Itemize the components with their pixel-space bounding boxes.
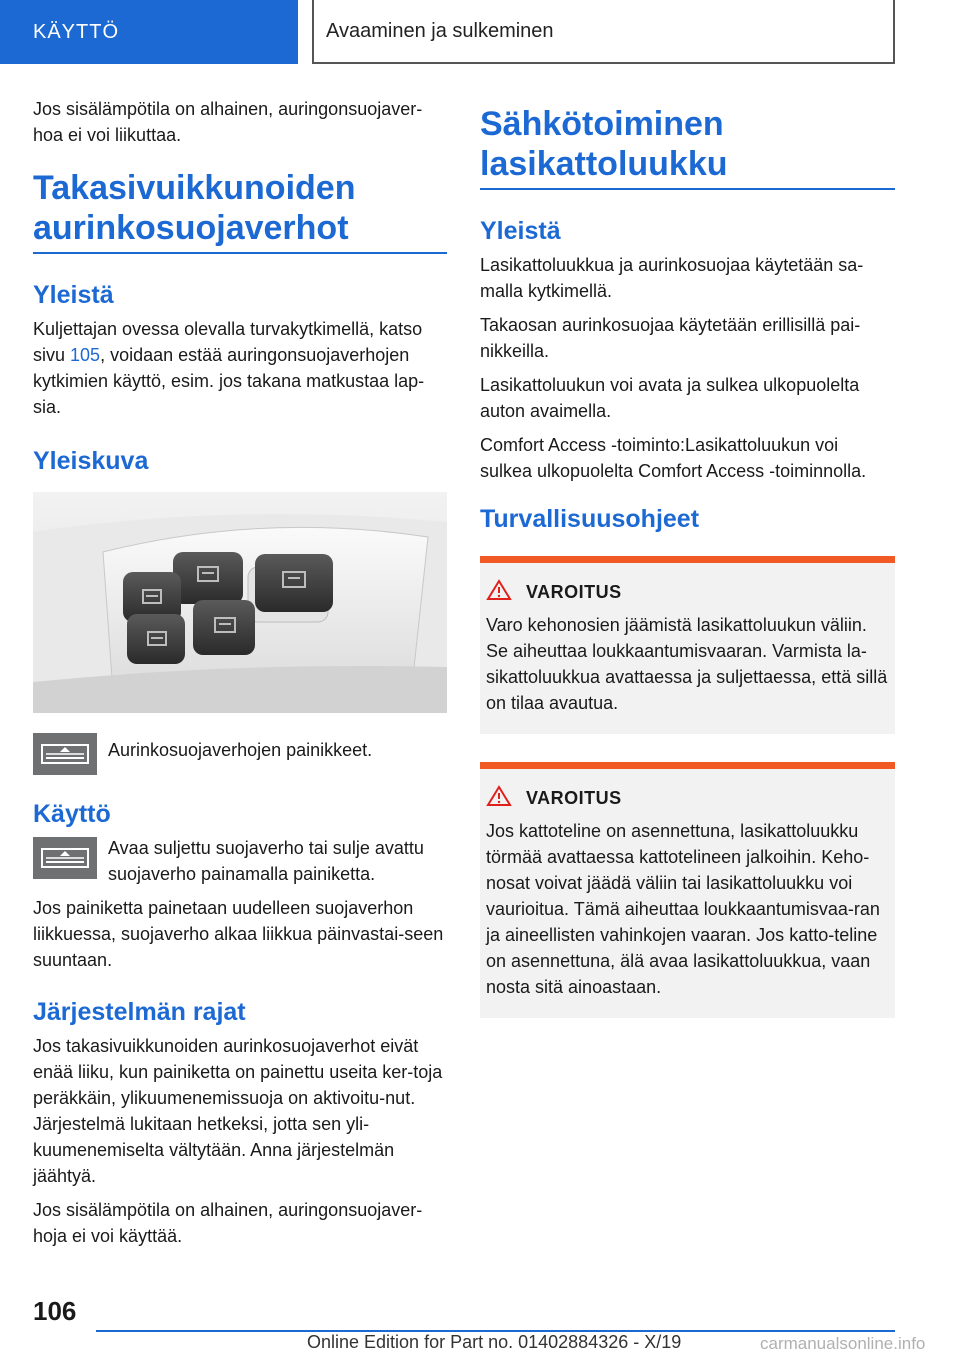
warning-triangle-icon [486,785,512,812]
left-column [33,96,447,1257]
page-link[interactable]: 105 [70,345,101,365]
title-line-1: Sähkötoiminen [480,105,724,143]
right-column [480,104,895,1018]
limits-paragraph-1: Jos takasivuikkunoiden aurinkosuojaverhot eivät enää liiku, kun painiketta on painettu useita ker-toja peräkkäin, ylikuumenemissuoja on aktivoitu-nut. Järjestelmä lukitaan hetkeksi, jotta sen yli-kuumenemiselta vältytään. Anna järjestelmän jäähtyä. [33,1036,443,1186]
section-title-sunroof [480,104,895,190]
heading-general: Yleistä [33,281,114,309]
title-line-2: lasikattoluukku [480,145,728,183]
watermark: carmanualsonline.info [760,1334,926,1353]
caption-row [33,731,447,775]
sunroof-paragraph-1: Lasikattoluukkua ja aurinkosuojaa käytetään sa-malla kytkimellä. [480,255,864,301]
general-paragraph [33,316,447,420]
title-line-2: aurinkosuojaverhot [33,209,349,247]
limits-paragraph-2: Jos sisälämpötila on alhainen, auringonsuojaver-hoja ei voi käyttää. [33,1200,423,1246]
sunblind-button-icon [33,837,97,879]
heading-safety: Turvallisuusohjeet [480,505,700,533]
warning-header [486,785,889,812]
sunblind-button-icon [33,733,97,775]
page-number: 106 [33,1296,77,1326]
sunroof-paragraph-2: Takaosan aurinkosuojaa käytetään erillisillä pai-nikkeilla. [480,315,861,361]
heading-overview: Yleiskuva [33,447,149,475]
intro-paragraph: Jos sisälämpötila on alhainen, auringonsuojaver-hoa ei voi liikuttaa. [33,99,423,145]
warning-title: VAROITUS [526,788,622,808]
edition-info: Online Edition for Part no. 01402884326 - X/19 [307,1332,682,1352]
general-text-after: , voidaan estää auringonsuojaverhojen kytkimien käyttö, esim. jos takana matkustaa lap-sia. [33,345,425,417]
operation-icon-text: Avaa suljettu suojaverho tai sulje avattu suojaverho painamalla painiketta. [108,838,424,884]
warning-box-2 [480,762,895,1018]
general-text-before: Kuljettajan ovessa olevalla turvakytkimellä, katso sivu [33,319,423,365]
chapter-title: Avaaminen ja sulkeminen [326,19,554,42]
warning-header [486,579,889,606]
figure-caption: Aurinkosuojaverhojen painikkeet. [108,740,373,760]
section-tab [0,0,298,64]
chapter-header [312,0,895,64]
sunroof-paragraph-4: Comfort Access -toiminto:Lasikattoluukun voi sulkea ulkopuolelta Comfort Access -toiminnolla. [480,435,867,481]
sunroof-paragraph-3: Lasikattoluukun voi avata ja sulkea ulkopuolelta auton avaimella. [480,375,860,421]
title-line-1: Takasivuikkunoiden [33,169,356,207]
warning-text: Varo kehonosien jäämistä lasikattoluukun väliin. Se aiheuttaa loukkaantumisvaaran. Varmista la-sikattoluukkua avattaessa ja suljettaessa, että sillä on tilaa avautua. [486,615,888,713]
warning-text: Jos kattoteline on asennettuna, lasikattoluukku törmää avattaessa kattotelineen jalkoihin. Keho-nosat voivat jäädä väliin tai lasikattoluukku voi vaurioitua. Tämä aiheuttaa loukkaantumisvaa-ran ja aineellisten vahinkojen vaaran. Jos katto-teline on asennettuna, älä avaa lasikattoluukkua, vaan nosta sitä ainoastaan. [486,821,880,997]
heading-operation: Käyttö [33,800,111,828]
operation-paragraph: Jos painiketta painetaan uudelleen suojaverhon liikkuessa, suojaverho alkaa liikkua päinvastai-seen suuntaan. [33,898,444,970]
switch-panel-illustration [33,492,447,713]
warning-title: VAROITUS [526,582,622,602]
heading-system-limits: Järjestelmän rajat [33,998,246,1026]
warning-triangle-icon [486,579,512,606]
switch-panel-photo [33,492,447,713]
heading-general: Yleistä [480,217,561,245]
warning-box-1 [480,556,895,734]
operation-row [33,835,447,895]
section-title: KÄYTTÖ [33,20,120,43]
section-title-rear-sunblinds [33,168,447,254]
